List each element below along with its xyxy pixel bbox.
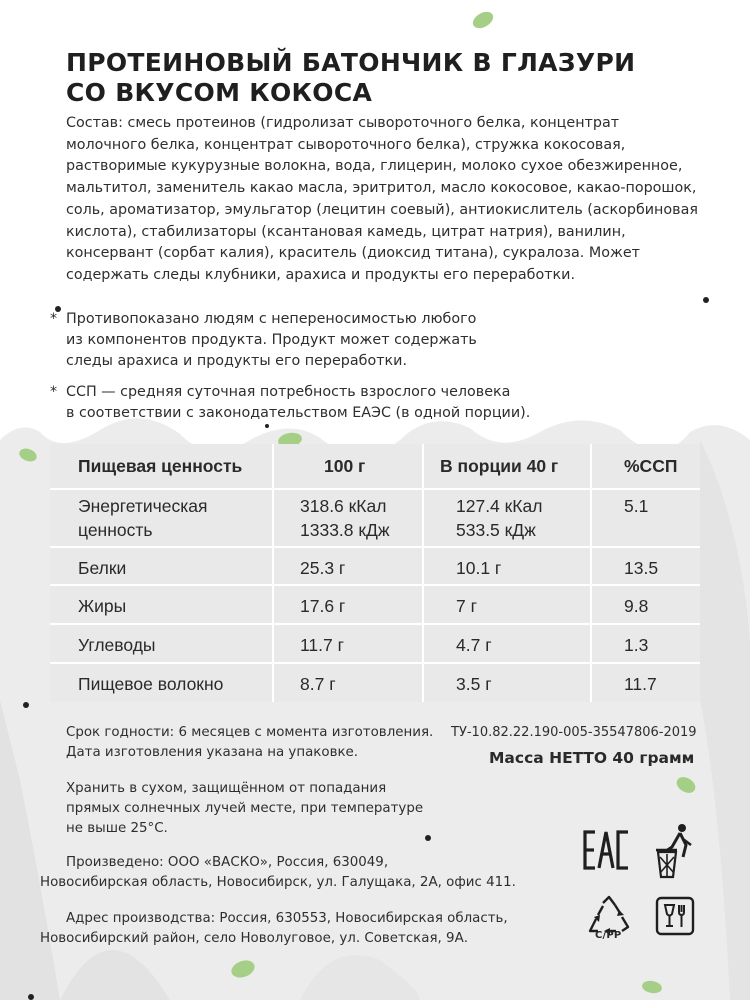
note-line: ССП — средняя суточная потребность взрослого человека [66,384,511,400]
value-line: 533.5 кДж [456,520,536,540]
recycle-code-label: C/PP [595,930,622,941]
per-100g-value: 17.6 г [300,596,346,616]
header-cell: Пищевая ценность [78,456,243,476]
table-row [50,548,700,584]
production-address [40,909,508,949]
nutrient-name: Жиры [78,596,127,616]
per-100g-value: 25.3 г [300,558,346,578]
portion-value [422,490,590,546]
footnote-star: * [50,311,58,327]
nutrient-name: Пищевое волокно [78,674,224,694]
ssp-value: 11.7 [624,674,657,694]
table-row [50,490,700,546]
food-safe-glass-fork-icon [655,896,695,936]
address-line: Адрес производства: Россия, 630553, Новосибирская область, [66,911,508,926]
table-divider [50,488,700,490]
table-row [50,664,700,702]
header-cell: 100 г [324,456,366,476]
portion-value: 3.5 г [456,674,492,694]
table-divider [50,584,700,586]
ssp-note [50,382,610,424]
do-not-litter-bin-icon [653,823,697,879]
per-100g-value: 11.7 г [300,635,345,655]
storage-line: прямых солнечных лучей месте, при температуре [66,801,424,816]
table-row [50,586,700,623]
product-title [66,48,706,108]
producer-line: Произведено: ООО «ВАСКО», Россия, 630049, [66,855,389,870]
storage-line: не выше 25°С. [66,821,168,836]
storage-line: Хранить в сухом, защищённом от попадания [66,781,387,796]
nutrient-name [50,490,272,546]
per-100g-value: 8.7 г [300,674,336,694]
table-divider [50,662,700,664]
nutrient-name-line: Энергетическая [78,496,208,516]
ssp-value: 13.5 [624,558,659,578]
note-line: из компонентов продукта. Продукт может содержать [66,332,477,348]
ssp-value: 5.1 [624,496,649,516]
note-line: в соответствии с законодательством ЕАЭС (в одной порции). [66,405,531,421]
ssp-value: 1.3 [624,635,649,655]
composition-line: растворимые кукурузные волокна, вода, глицерин, молоко сухое обезжиренное, [66,158,683,175]
composition-line: кислота), стабилизаторы (ксантановая камедь, цитрат натрия), ванилин, [66,223,626,240]
nutrient-name: Белки [78,558,127,578]
storage-info [40,779,423,839]
producer-info [40,853,516,893]
nutrient-name-line: ценность [78,520,153,540]
expiry-line: Срок годности: 6 месяцев с момента изготовления. [66,725,434,740]
header-cell: %ССП [624,456,678,476]
eac-mark-icon [582,829,630,871]
composition-line: мальтитол, заменитель какао масла, эритритол, масло кокосовое, какао-порошок, [66,180,697,197]
table-header-row [50,444,700,488]
nutrition-table [50,444,700,702]
address-line: Новосибирский район, село Новолуговое, ул. Советская, 9А. [40,931,468,946]
value-line: 127.4 кКал [456,496,543,516]
portion-value: 7 г [456,596,477,616]
portion-value: 4.7 г [456,635,492,655]
composition-line: молочного белка, концентрат сывороточного белка), стружка кокосовая, [66,136,626,153]
note-line: следы арахиса и продукты его переработки. [66,353,407,369]
composition-line: содержать следы клубники, арахиса и продукты его переработки. [66,266,575,283]
ssp-value: 9.8 [624,596,649,616]
table-row [50,625,700,662]
header-cell: В порции 40 г [440,456,559,476]
table-divider [50,623,700,625]
portion-value: 10.1 г [456,558,502,578]
producer-line: Новосибирская область, Новосибирск, ул. Галущака, 2А, офис 411. [40,875,516,890]
title-line: СО ВКУСОМ КОКОСА [66,78,373,107]
expiry-info [66,723,433,763]
per-100g-value [272,490,422,546]
footnote-star: * [50,384,58,400]
expiry-line: Дата изготовления указана на упаковке. [66,745,359,760]
title-line: ПРОТЕИНОВЫЙ БАТОНЧИК В ГЛАЗУРИ [66,48,636,77]
value-line: 318.6 кКал [300,496,387,516]
contraindication-note [50,309,610,372]
tu-code: ТУ-10.82.22.190-005-35547806-2019 [451,725,697,740]
composition-line: соль, ароматизатор, эмульгатор (лецитин соевый), антиокислитель (аскорбиновая [66,201,698,218]
composition-text [66,113,706,287]
nutrient-name: Углеводы [78,635,156,655]
value-line: 1333.8 кДж [300,520,390,540]
table-divider [50,546,700,548]
composition-line: Состав: смесь протеинов (гидролизат сывороточного белка, концентрат [66,115,620,131]
net-weight: Масса НЕТТО 40 грамм [489,749,695,767]
composition-line: консервант (сорбат калия), краситель (диоксид титана), сукралоза. Может [66,245,640,262]
note-line: Противопоказано людям с непереносимостью любого [66,311,477,327]
